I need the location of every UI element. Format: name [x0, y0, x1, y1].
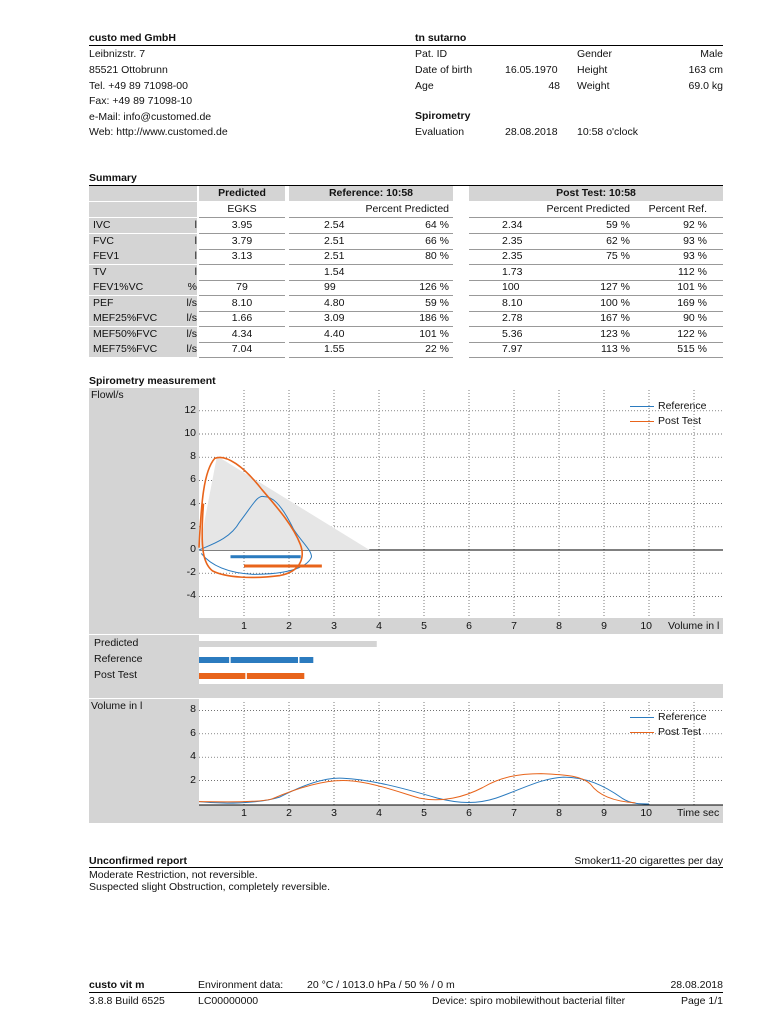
weight-value: 69.0 kg	[688, 80, 723, 92]
cell-ref-pct: 22 %	[425, 343, 449, 355]
email: e-Mail: info@customed.de	[89, 111, 212, 123]
interpretation-line-2: Suspected slight Obstruction, completely reversible.	[89, 881, 331, 893]
ref-percent-subheader: Percent Predicted	[365, 203, 449, 215]
cell-post-ref: 515 %	[677, 343, 707, 355]
volume-tick-label: 1	[241, 620, 247, 632]
cell-post-ref: 112 %	[678, 265, 707, 278]
time-tick-label: 5	[421, 807, 427, 819]
cell-ref: 4.40	[324, 327, 345, 340]
cell-unit: l/s	[179, 342, 197, 357]
cell-post: 100	[502, 281, 520, 293]
bar-label-reference: Reference	[94, 653, 143, 665]
predicted-header: Predicted	[199, 186, 285, 201]
cell-unit: l/s	[179, 327, 197, 342]
vt-legend-post: Post Test	[658, 726, 701, 738]
cell-pred: 3.95	[231, 219, 253, 231]
vt-legend-post-swatch	[630, 732, 654, 733]
flow-tick-label: 6	[190, 473, 196, 486]
reference-bar-gap-2	[298, 657, 300, 663]
cell-unit: l	[179, 234, 197, 249]
flow-tick-label: 2	[190, 519, 196, 532]
footer-date: 28.08.2018	[670, 979, 723, 991]
vt-tick-label: 8	[190, 703, 196, 716]
time-tick-label: 3	[331, 807, 337, 819]
cell-name: IVC	[89, 218, 179, 233]
cell-pred: 4.34	[231, 327, 253, 340]
cell-ref-pct: 66 %	[425, 234, 449, 247]
post-test-header: Post Test: 10:58	[469, 186, 723, 201]
cell-unit: l	[179, 249, 197, 264]
cell-unit: %	[179, 280, 197, 295]
time-tick-label: 8	[556, 807, 562, 819]
cell-ref: 1.55	[324, 343, 345, 355]
flow-tick-label: 8	[190, 450, 196, 463]
section-title: Spirometry	[415, 110, 471, 122]
build-number: 3.8.8 Build 6525	[89, 995, 165, 1007]
cell-pred: 3.79	[231, 234, 253, 247]
measurement-title: Spirometry measurement	[89, 375, 216, 387]
cell-post-ref: 101 %	[677, 281, 707, 293]
cell-post-pct: 59 %	[606, 219, 630, 231]
time-tick-label: 9	[601, 807, 607, 819]
volume-tick-label: 4	[376, 620, 382, 632]
gender-value: Male	[700, 48, 723, 60]
device-info: Device: spiro mobilewithout bacterial filter	[432, 995, 626, 1007]
bar-label-post: Post Test	[94, 669, 137, 681]
dob-label: Date of birth	[415, 64, 473, 76]
legend-reference-swatch	[630, 406, 654, 407]
cell-ref-pct: 101 %	[419, 327, 449, 340]
evaluation-date: 28.08.2018	[505, 126, 558, 138]
cell-post-pct: 167 %	[600, 312, 630, 324]
volume-tick-label: 5	[421, 620, 427, 632]
time-tick-label: 10	[640, 807, 652, 819]
flow-tick-label: 0	[190, 543, 196, 555]
fax: Fax: +49 89 71098-10	[89, 95, 193, 107]
time-tick-label: 6	[466, 807, 472, 819]
cell-ref: 1.54	[324, 265, 345, 278]
environment-label: Environment data:	[198, 979, 284, 991]
vt-axis-label: Volume in l	[91, 700, 143, 712]
legend-reference: Reference	[658, 400, 707, 412]
evaluation-label: Evaluation	[415, 126, 465, 138]
cell-post-ref: 92 %	[683, 219, 707, 231]
interpretation-line-1: Moderate Restriction, not reversible.	[89, 869, 258, 881]
height-value: 163 cm	[688, 64, 723, 76]
volume-axis-label: Volume in l	[668, 620, 720, 632]
flow-tick-label: -4	[186, 589, 196, 602]
cell-pred: 1.66	[231, 312, 253, 324]
time-tick-label: 1	[241, 807, 247, 819]
cell-name: MEF75%FVC	[89, 342, 179, 357]
reference-bar	[199, 657, 313, 663]
weight-label: Weight	[577, 80, 610, 92]
cell-post: 2.78	[502, 312, 523, 324]
post-percent-subheader: Percent Predicted	[546, 203, 630, 215]
cell-post: 7.97	[502, 343, 523, 355]
time-tick-label: 4	[376, 807, 382, 819]
lc-number: LC00000000	[198, 995, 259, 1007]
bar-label-predicted: Predicted	[94, 637, 139, 649]
cell-ref-pct: 59 %	[425, 296, 449, 309]
cell-post: 2.35	[502, 250, 523, 262]
footer-rule	[89, 992, 723, 993]
cell-post-ref: 93 %	[683, 250, 707, 262]
cell-name: FEV1	[89, 249, 179, 264]
cell-ref: 99	[324, 281, 336, 293]
post-test-bar	[199, 673, 304, 679]
volume-tick-label: 8	[556, 620, 562, 632]
cell-ref-pct: 126 %	[419, 281, 449, 293]
cell-post-pct: 62 %	[606, 234, 630, 247]
cell-unit: l	[179, 265, 197, 280]
environment-value: 20 °C / 1013.0 hPa / 50 % / 0 m	[307, 979, 455, 991]
address-line-2: 85521 Ottobrunn	[89, 64, 168, 76]
volume-tick-label: 10	[640, 620, 652, 632]
cell-post: 1.73	[502, 265, 523, 278]
age-value: 48	[548, 80, 560, 92]
report-status: Unconfirmed report	[89, 855, 188, 867]
summary-title: Summary	[89, 172, 137, 184]
time-axis-label: Time sec	[677, 807, 720, 819]
page-number: Page 1/1	[680, 995, 723, 1007]
cell-name: FEV1%VC	[89, 280, 179, 295]
cell-post-pct: 75 %	[606, 250, 630, 262]
volume-tick-label: 7	[511, 620, 517, 632]
reference-header: Reference: 10:58	[289, 186, 453, 201]
flow-tick-label: 12	[184, 403, 196, 416]
post-bar-gap	[245, 673, 247, 679]
volume-tick-label: 2	[286, 620, 292, 632]
smoker-status: Smoker11-20 cigarettes per day	[574, 855, 723, 867]
telephone: Tel. +49 89 71098-00	[89, 80, 188, 92]
cell-ref: 3.09	[324, 312, 345, 324]
vt-tick-label: 4	[190, 750, 196, 763]
cell-ref: 4.80	[324, 296, 345, 309]
vt-tick-label: 2	[190, 773, 196, 786]
cell-post: 2.35	[502, 234, 523, 247]
cell-unit: l/s	[179, 311, 197, 326]
cell-unit: l	[179, 218, 197, 233]
cell-ref: 2.51	[324, 234, 345, 247]
legend-post-swatch	[630, 421, 654, 422]
cell-pred: 79	[236, 281, 248, 293]
cell-post: 8.10	[502, 296, 523, 309]
vt-legend-reference-swatch	[630, 717, 654, 718]
predicted-bar	[199, 641, 377, 647]
cell-post-pct: 127 %	[600, 281, 630, 293]
cell-pred: 7.04	[231, 343, 253, 355]
post-ref-subheader: Percent Ref.	[648, 203, 707, 215]
flow-tick-label: 4	[190, 496, 196, 509]
cell-ref-pct: 186 %	[419, 312, 449, 324]
reference-bar-gap-1	[229, 657, 231, 663]
cell-name: MEF50%FVC	[89, 327, 179, 342]
cell-ref: 2.54	[324, 219, 345, 231]
cell-post-ref: 93 %	[683, 234, 707, 247]
cell-pred: 3.13	[231, 250, 253, 262]
cell-name: TV	[89, 265, 179, 280]
cell-name: MEF25%FVC	[89, 311, 179, 326]
flow-axis-label: Flowl/s	[91, 389, 124, 401]
dob-value: 16.05.1970	[505, 64, 558, 76]
vt-tick-label: 6	[190, 726, 196, 739]
cell-ref: 2.51	[324, 250, 345, 262]
cell-ref-pct: 64 %	[425, 219, 449, 231]
cell-ref-pct: 80 %	[425, 250, 449, 262]
vt-legend-reference: Reference	[658, 711, 707, 723]
address-line-1: Leibnizstr. 7	[89, 48, 146, 60]
age-label: Age	[415, 80, 434, 92]
flow-tick-label: 10	[184, 427, 196, 439]
cell-post-ref: 90 %	[683, 312, 707, 324]
cell-name: PEF	[89, 296, 179, 311]
time-tick-label: 2	[286, 807, 292, 819]
flow-tick-label: -2	[186, 566, 196, 579]
egks-subheader: EGKS	[227, 203, 257, 215]
cell-name: FVC	[89, 234, 179, 249]
cell-unit: l/s	[179, 296, 197, 311]
cell-post: 5.36	[502, 327, 523, 340]
website: Web: http://www.customed.de	[89, 126, 228, 138]
evaluation-time: 10:58 o'clock	[577, 126, 638, 138]
cell-post-pct: 123 %	[600, 327, 630, 340]
volume-tick-label: 6	[466, 620, 472, 632]
company-name: custo med GmbH	[89, 32, 176, 44]
volume-tick-label: 9	[601, 620, 607, 632]
time-tick-label: 7	[511, 807, 517, 819]
product-name: custo vit m	[89, 979, 145, 991]
cell-pred: 8.10	[231, 296, 253, 309]
cell-post-ref: 122 %	[677, 327, 707, 340]
post-tv-bar	[244, 565, 322, 568]
cell-post-ref: 169 %	[677, 296, 707, 309]
height-label: Height	[577, 64, 608, 76]
pat-id-label: Pat. ID	[415, 48, 448, 60]
cell-post-pct: 113 %	[601, 343, 630, 355]
volume-tick-label: 3	[331, 620, 337, 632]
patient-name: tn sutarno	[415, 32, 467, 44]
reference-tv-bar	[231, 555, 301, 558]
cell-post: 2.34	[502, 219, 523, 231]
report-rule	[89, 867, 723, 868]
legend-post: Post Test	[658, 415, 701, 427]
cell-post-pct: 100 %	[600, 296, 630, 309]
gender-label: Gender	[577, 48, 613, 60]
